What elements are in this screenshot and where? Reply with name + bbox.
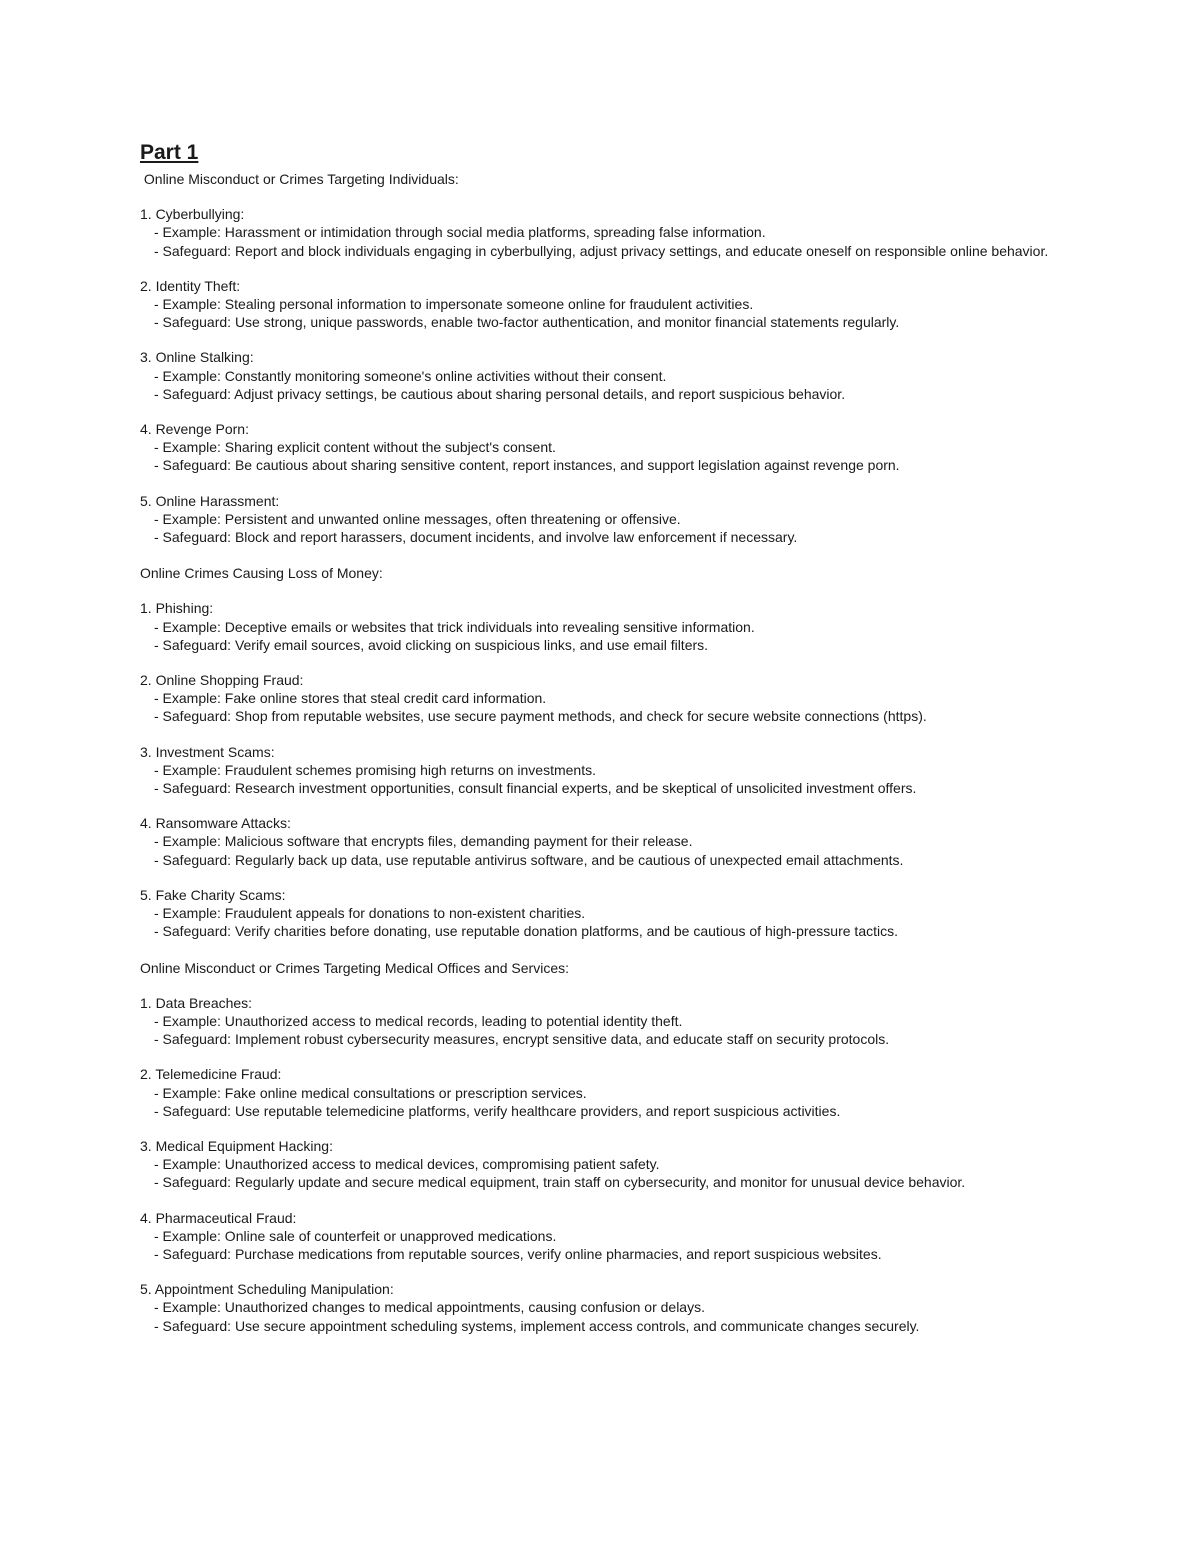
section-heading: Online Crimes Causing Loss of Money: — [140, 565, 383, 582]
item-title: 2. Identity Theft: — [140, 277, 241, 294]
list-item — [140, 814, 1060, 869]
list-item — [140, 1137, 1060, 1192]
section-heading: Online Misconduct or Crimes Targeting Individuals: — [140, 171, 459, 187]
item-safeguard: - Safeguard: Verify email sources, avoid clicking on suspicious links, and use email filters. — [154, 636, 709, 653]
item-example: - Example: Fake online medical consultations or prescription services. — [154, 1084, 587, 1101]
item-title: 5. Online Harassment: — [140, 492, 280, 509]
list-item — [140, 994, 1060, 1049]
item-safeguard: - Safeguard: Purchase medications from reputable sources, verify online pharmacies, and report suspicious websites. — [154, 1245, 882, 1262]
item-safeguard: - Safeguard: Use secure appointment scheduling systems, implement access controls, and communicate changes securely. — [154, 1317, 920, 1334]
item-safeguard: - Safeguard: Regularly update and secure medical equipment, train staff on cybersecurity, and monitor for unusual device behavior. — [154, 1174, 966, 1191]
item-title: 2. Online Shopping Fraud: — [140, 672, 304, 689]
item-example: - Example: Persistent and unwanted online messages, often threatening or offensive. — [154, 510, 681, 527]
list-item — [140, 743, 1060, 798]
item-title: 3. Online Stalking: — [140, 349, 254, 366]
section-money-loss — [140, 564, 1060, 940]
item-safeguard: - Safeguard: Verify charities before donating, use reputable donation platforms, and be cautious of high-pressure tactics. — [154, 923, 898, 940]
item-example: - Example: Online sale of counterfeit or unapproved medications. — [154, 1227, 557, 1244]
item-example: - Example: Unauthorized access to medical records, leading to potential identity theft. — [154, 1012, 683, 1029]
list-item — [140, 420, 1060, 475]
list-item — [140, 205, 1060, 260]
item-list — [140, 599, 1060, 940]
list-item — [140, 886, 1060, 941]
item-list — [140, 994, 1060, 1335]
item-example: - Example: Unauthorized changes to medical appointments, causing confusion or delays. — [154, 1299, 705, 1316]
item-safeguard: - Safeguard: Use reputable telemedicine platforms, verify healthcare providers, and report suspicious activities. — [154, 1102, 841, 1119]
item-example: - Example: Malicious software that encrypts files, demanding payment for their release. — [154, 833, 693, 850]
item-safeguard: - Safeguard: Report and block individuals engaging in cyberbullying, adjust privacy settings, and educate oneself on responsible online behavior. — [154, 242, 1049, 259]
item-safeguard: - Safeguard: Adjust privacy settings, be cautious about sharing personal details, and report suspicious behavior. — [154, 385, 846, 402]
item-safeguard: - Safeguard: Regularly back up data, use reputable antivirus software, and be cautious of unexpected email attachments. — [154, 851, 904, 868]
section-medical — [140, 959, 1060, 1335]
item-safeguard: - Safeguard: Be cautious about sharing sensitive content, report instances, and support legislation against revenge porn. — [154, 457, 900, 474]
item-example: - Example: Fraudulent appeals for donations to non-existent charities. — [154, 905, 586, 922]
item-title: 5. Fake Charity Scams: — [140, 886, 286, 903]
list-item — [140, 1280, 1060, 1335]
item-example: - Example: Sharing explicit content without the subject's consent. — [154, 439, 556, 456]
item-title: 1. Data Breaches: — [140, 994, 253, 1011]
list-item — [140, 492, 1060, 547]
section-individuals — [140, 170, 1060, 546]
item-safeguard: - Safeguard: Implement robust cybersecurity measures, encrypt sensitive data, and educate staff on security protocols. — [154, 1031, 890, 1048]
list-item — [140, 277, 1060, 332]
item-title: 1. Cyberbullying: — [140, 206, 245, 223]
list-item — [140, 1209, 1060, 1264]
list-item — [140, 599, 1060, 654]
item-list — [140, 205, 1060, 546]
item-example: - Example: Unauthorized access to medical devices, compromising patient safety. — [154, 1156, 660, 1173]
item-title: 3. Medical Equipment Hacking: — [140, 1137, 333, 1154]
item-title: 4. Revenge Porn: — [140, 421, 249, 438]
item-title: 4. Pharmaceutical Fraud: — [140, 1209, 297, 1226]
item-safeguard: - Safeguard: Shop from reputable websites, use secure payment methods, and check for secure website connections (https). — [154, 708, 927, 725]
page-title: Part 1 — [140, 141, 199, 164]
item-example: - Example: Constantly monitoring someone's online activities without their consent. — [154, 367, 667, 384]
item-title: 1. Phishing: — [140, 600, 214, 617]
item-safeguard: - Safeguard: Research investment opportunities, consult financial experts, and be skeptical of unsolicited investment offers. — [154, 780, 917, 797]
list-item — [140, 1065, 1060, 1120]
item-example: - Example: Harassment or intimidation through social media platforms, spreading false information. — [154, 224, 766, 241]
item-example: - Example: Fraudulent schemes promising high returns on investments. — [154, 761, 596, 778]
section-heading: Online Misconduct or Crimes Targeting Medical Offices and Services: — [140, 959, 569, 976]
item-example: - Example: Deceptive emails or websites that trick individuals into revealing sensitive information. — [154, 618, 755, 635]
list-item — [140, 348, 1060, 403]
item-title: 3. Investment Scams: — [140, 743, 275, 760]
document-page — [140, 140, 1060, 1335]
item-example: - Example: Fake online stores that steal credit card information. — [154, 690, 547, 707]
item-title: 4. Ransomware Attacks: — [140, 815, 291, 832]
item-safeguard: - Safeguard: Block and report harassers, document incidents, and involve law enforcement if necessary. — [154, 529, 798, 546]
item-safeguard: - Safeguard: Use strong, unique passwords, enable two-factor authentication, and monitor financial statements regularly. — [154, 314, 900, 331]
item-title: 5. Appointment Scheduling Manipulation: — [140, 1281, 394, 1298]
item-example: - Example: Stealing personal information to impersonate someone online for fraudulent activities. — [154, 296, 754, 313]
item-title: 2. Telemedicine Fraud: — [140, 1066, 282, 1083]
list-item — [140, 671, 1060, 726]
